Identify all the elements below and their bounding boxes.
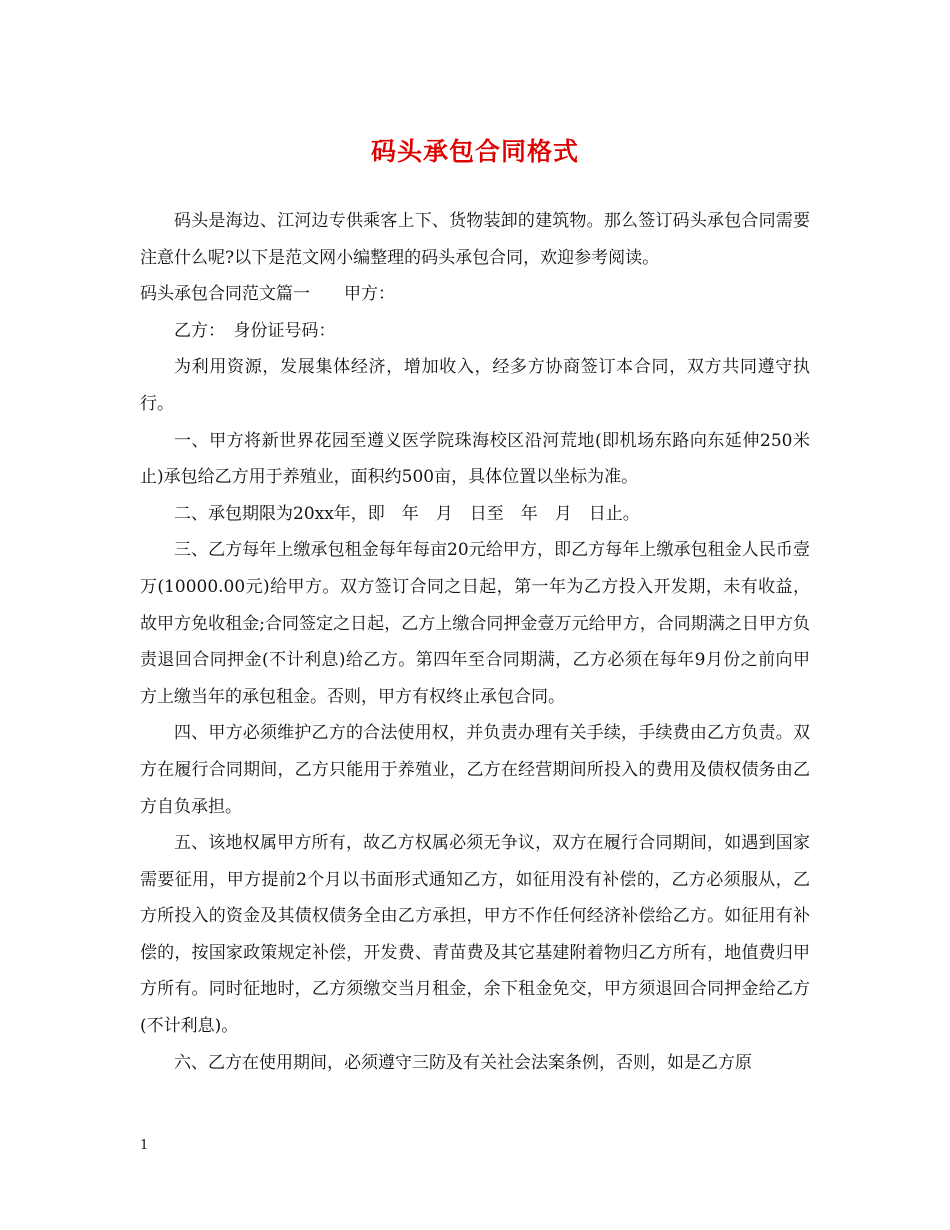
paragraph: 为利用资源，发展集体经济，增加收入，经多方协商签订本合同，双方共同遵守执行。	[140, 357, 810, 414]
paragraph: 一、甲方将新世界花园至遵义医学院珠海校区沿河荒地(即机场东路向东延伸250米止)承包给乙方用于养殖业，面积约500亩，具体位置以坐标为准。	[140, 430, 810, 488]
document-title: 码头承包合同格式	[370, 137, 579, 166]
paragraph: 三、乙方每年上缴承包租金每年每亩20元给甲方，即乙方每年上缴承包租金人民币壹万(10000.00元)给甲方。双方签订合同之日起，第一年为乙方投入开发期，未有收益，故甲方免收租金;合同签定之日起，乙方上缴合同押金壹万元给甲方，合同期满之日甲方负责退回合同押金(不计利息)给乙方。第四年至合同期满，乙方必须在每年9月份之前向甲方上缴当年的承包租金。否则，甲方有权终止承包合同。	[140, 540, 810, 707]
paragraph: 六、乙方在使用期间，必须遵守三防及有关社会法案条例，否则，如是乙方原	[174, 1052, 752, 1073]
page-number: 1	[140, 1138, 149, 1153]
paragraph: 二、承包期限为20xx年，即 年 月 日至 年 月 日止。	[174, 503, 640, 524]
paragraph: 码头承包合同范文篇一 甲方：	[140, 284, 395, 305]
paragraph: 四、甲方必须维护乙方的合法使用权，并负责办理有关手续，手续费由乙方负责。双方在履行合同期间，乙方只能用于养殖业，乙方在经营期间所投入的费用及债权债务由乙方自负承担。	[140, 723, 810, 817]
paragraph: 乙方： 身份证号码：	[174, 320, 336, 341]
paragraph: 码头是海边、江河边专供乘客上下、货物装卸的建筑物。那么签订码头承包合同需要注意什么呢?以下是范文网小编整理的码头承包合同，欢迎参考阅读。	[140, 211, 810, 268]
document-body	[140, 203, 810, 1081]
paragraph: 五、该地权属甲方所有，故乙方权属必须无争议，双方在履行合同期间，如遇到国家需要征用，甲方提前2个月以书面形式通知乙方，如征用没有补偿的，乙方必须服从，乙方所投入的资金及其债权债务全由乙方承担，甲方不作任何经济补偿给乙方。如征用有补偿的，按国家政策规定补偿，开发费、青苗费及其它基建附着物归乙方所有，地值费归甲方所有。同时征地时，乙方须缴交当月租金，余下租金免交，甲方须退回合同押金给乙方(不计利息)。	[140, 833, 810, 1037]
